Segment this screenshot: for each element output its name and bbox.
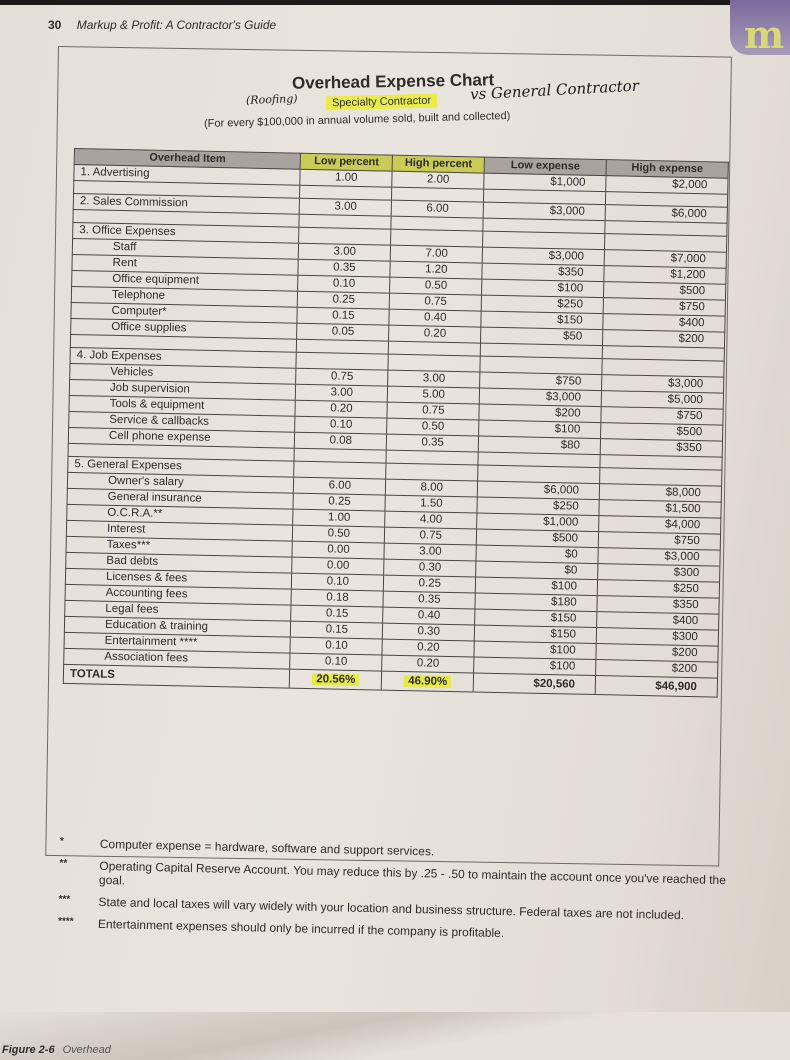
item-label: 3. Office Expenses xyxy=(73,222,300,243)
item-label: O.C.R.A.** xyxy=(67,504,294,525)
low-pct-cell: 3.00 xyxy=(296,384,388,402)
high-exp-cell: $350 xyxy=(600,439,722,458)
item-label: 5. General Expenses xyxy=(68,456,295,477)
item-label: Licenses & fees xyxy=(65,568,292,589)
low-exp-cell: $350 xyxy=(482,263,604,282)
col-header-high-expense: High expense xyxy=(606,160,728,179)
low-exp-cell: $100 xyxy=(479,420,601,439)
low-pct-cell xyxy=(296,352,388,370)
low-exp-cell: $150 xyxy=(474,625,596,644)
high-pct-cell: 6.00 xyxy=(391,200,483,218)
high-pct-cell: 0.75 xyxy=(385,527,477,545)
totals-low-expense: $20,560 xyxy=(473,673,595,695)
footnotes xyxy=(58,836,750,954)
high-pct-cell: 0.20 xyxy=(382,639,474,657)
top-edge xyxy=(0,0,790,5)
item-label: Bad debts xyxy=(66,552,293,573)
high-pct-cell: 0.20 xyxy=(389,325,481,343)
high-pct-cell: 0.30 xyxy=(384,559,476,577)
low-exp-cell: $750 xyxy=(480,372,602,391)
high-exp-cell: $5,000 xyxy=(601,391,723,410)
high-exp-cell: $3,000 xyxy=(598,548,720,567)
high-exp-cell: $300 xyxy=(596,628,718,647)
low-exp-cell: $100 xyxy=(474,657,596,676)
book-title: Markup & Profit: A Contractor's Guide xyxy=(76,18,277,32)
low-exp-cell: $0 xyxy=(476,545,598,564)
low-exp-cell: $250 xyxy=(477,497,599,516)
low-pct-cell: 3.00 xyxy=(299,243,391,261)
low-pct-cell: 0.10 xyxy=(298,275,390,293)
item-label: Entertainment **** xyxy=(64,632,291,653)
low-pct-cell: 1.00 xyxy=(300,169,392,187)
figure-caption: Figure 2-6 Overhead xyxy=(2,1044,111,1056)
high-pct-cell: 7.00 xyxy=(391,245,483,263)
low-pct-cell: 0.10 xyxy=(290,637,382,655)
high-pct-cell: 0.40 xyxy=(383,607,475,625)
high-exp-cell: $1,200 xyxy=(604,266,726,285)
high-exp-cell: $3,000 xyxy=(602,375,724,394)
low-pct-cell: 0.08 xyxy=(295,432,387,450)
handwritten-note-roofing: (Roofing) xyxy=(245,92,298,107)
corner-text: m xyxy=(744,12,785,55)
item-label: Education & training xyxy=(64,616,291,637)
footnote: *** State and local taxes will vary widely with your location and business structure. Federal taxes are not included. xyxy=(58,893,685,923)
high-pct-cell: 8.00 xyxy=(386,479,478,497)
item-label: Service & callbacks xyxy=(69,411,296,432)
high-pct-cell xyxy=(386,463,478,481)
low-exp-cell: $3,000 xyxy=(483,202,605,221)
table-body xyxy=(64,165,728,679)
item-label: Owner's salary xyxy=(67,472,294,493)
low-exp-cell: $250 xyxy=(481,295,603,314)
low-pct-cell: 0.25 xyxy=(293,493,385,511)
high-pct-cell: 3.00 xyxy=(388,370,480,388)
low-pct-cell: 1.00 xyxy=(293,509,385,527)
high-exp-cell: $750 xyxy=(601,407,723,426)
page-number: 30 xyxy=(48,18,62,32)
high-exp-cell: $350 xyxy=(597,596,719,615)
low-pct-cell: 0.15 xyxy=(291,621,383,639)
expense-table xyxy=(63,148,734,698)
item-label: Accounting fees xyxy=(65,584,292,605)
high-pct-cell: 1.50 xyxy=(385,495,477,513)
totals-high-percent: 46.90% xyxy=(382,671,474,692)
high-exp-cell: $400 xyxy=(597,612,719,631)
low-pct-cell: 6.00 xyxy=(294,477,386,495)
low-exp-cell: $100 xyxy=(474,641,596,660)
high-pct-cell xyxy=(388,354,480,372)
highlighted-label: Specialty Contractor xyxy=(326,94,437,111)
low-pct-cell: 0.25 xyxy=(298,291,390,309)
item-label: Telephone xyxy=(71,286,298,307)
item-label: Taxes*** xyxy=(66,536,293,557)
low-pct-cell: 0.00 xyxy=(292,557,384,575)
low-pct-cell: 0.10 xyxy=(295,416,387,434)
high-pct-cell: 0.75 xyxy=(390,293,482,311)
low-exp-cell: $6,000 xyxy=(478,481,600,500)
handwritten-note-general: vs General Contractor xyxy=(469,76,640,104)
item-label: Association fees xyxy=(64,648,291,669)
high-pct-cell: 0.20 xyxy=(382,655,474,673)
high-pct-cell: 1.20 xyxy=(390,261,482,279)
background-object xyxy=(730,0,790,55)
high-exp-cell: $2,000 xyxy=(606,176,728,195)
low-pct-cell xyxy=(294,461,386,479)
high-pct-cell: 0.30 xyxy=(383,623,475,641)
low-pct-cell: 0.50 xyxy=(293,525,385,543)
col-header-low-percent: Low percent xyxy=(300,153,392,171)
low-pct-cell: 0.15 xyxy=(297,307,389,325)
low-pct-cell: 0.00 xyxy=(292,541,384,559)
high-exp-cell: $200 xyxy=(603,330,725,349)
footnote: **** Entertainment expenses should only be incurred if the company is profitable. xyxy=(57,915,505,941)
high-exp-cell: $400 xyxy=(603,314,725,333)
item-label: Office equipment xyxy=(72,270,299,291)
high-pct-cell: 0.40 xyxy=(389,309,481,327)
item-label: Vehicles xyxy=(70,363,297,384)
chart-title: Overhead Expense Chart xyxy=(291,70,495,93)
page-fold-shadow xyxy=(0,1012,790,1060)
high-exp-cell: $6,000 xyxy=(605,205,727,224)
low-pct-cell: 0.20 xyxy=(295,400,387,418)
high-pct-cell xyxy=(391,229,483,247)
footnote: * Computer expense = hardware, software and support services. xyxy=(59,836,435,859)
low-exp-cell: $1,000 xyxy=(484,173,606,192)
low-exp-cell: $3,000 xyxy=(482,247,604,266)
item-label: Office supplies xyxy=(71,318,298,339)
item-label: Cell phone expense xyxy=(68,427,295,448)
col-header-high-percent: High percent xyxy=(392,155,484,173)
low-pct-cell: 0.15 xyxy=(291,605,383,623)
chart-subtitle: (For every $100,000 in annual volume sold, built and collected) xyxy=(203,109,511,131)
item-label: Legal fees xyxy=(65,600,292,621)
low-pct-cell: 0.35 xyxy=(298,259,390,277)
high-exp-cell: $7,000 xyxy=(604,250,726,269)
high-exp-cell: $750 xyxy=(603,298,725,317)
high-exp-cell: $750 xyxy=(598,532,720,551)
item-label: General insurance xyxy=(67,488,294,509)
item-label: 4. Job Expenses xyxy=(70,347,297,368)
high-pct-cell: 0.50 xyxy=(390,277,482,295)
item-label: Computer* xyxy=(71,302,298,323)
page-header xyxy=(48,18,276,32)
low-exp-cell: $150 xyxy=(481,311,603,330)
low-exp-cell: $500 xyxy=(477,529,599,548)
high-exp-cell: $300 xyxy=(598,564,720,583)
item-label: Tools & equipment xyxy=(69,395,296,416)
low-exp-cell: $180 xyxy=(475,593,597,612)
col-header-item: Overhead Item xyxy=(74,149,301,170)
low-exp-cell: $50 xyxy=(481,327,603,346)
low-pct-cell: 3.00 xyxy=(300,198,392,216)
high-pct-cell: 0.25 xyxy=(384,575,476,593)
item-label: 1. Advertising xyxy=(74,165,301,186)
footnote: ** Operating Capital Reserve Account. You may reduce this by .25 - .50 to maintain the account once you've reached the goal. xyxy=(59,857,727,888)
low-pct-cell: 0.05 xyxy=(297,323,389,341)
low-exp-cell: $100 xyxy=(476,577,598,596)
low-pct-cell: 0.18 xyxy=(291,589,383,607)
high-exp-cell: $1,500 xyxy=(599,500,721,519)
low-exp-cell: $150 xyxy=(475,609,597,628)
high-pct-cell: 0.75 xyxy=(387,402,479,420)
high-exp-cell: $8,000 xyxy=(599,484,721,503)
high-exp-cell: $500 xyxy=(604,282,726,301)
high-exp-cell: $4,000 xyxy=(599,516,721,535)
low-exp-cell: $80 xyxy=(478,436,600,455)
low-pct-cell xyxy=(299,227,391,245)
item-label: Job supervision xyxy=(69,379,296,400)
item-label: Interest xyxy=(66,520,293,541)
item-label: Staff xyxy=(72,238,299,259)
low-exp-cell: $0 xyxy=(476,561,598,580)
low-exp-cell: $100 xyxy=(482,279,604,298)
item-label: Rent xyxy=(72,254,299,275)
totals-low-percent: 20.56% xyxy=(290,669,382,690)
low-pct-cell: 0.10 xyxy=(292,573,384,591)
low-exp-cell: $3,000 xyxy=(479,388,601,407)
high-exp-cell: $500 xyxy=(601,423,723,442)
high-exp-cell: $200 xyxy=(596,660,718,679)
high-pct-cell: 4.00 xyxy=(385,511,477,529)
low-pct-cell: 0.75 xyxy=(296,368,388,386)
totals-label: TOTALS xyxy=(63,664,290,688)
high-pct-cell: 0.50 xyxy=(387,418,479,436)
high-exp-cell: $200 xyxy=(596,644,718,663)
high-pct-cell: 0.35 xyxy=(383,591,475,609)
high-pct-cell: 3.00 xyxy=(384,543,476,561)
low-pct-cell: 0.10 xyxy=(290,653,382,671)
low-exp-cell: $200 xyxy=(479,404,601,423)
high-pct-cell: 5.00 xyxy=(388,386,480,404)
low-exp-cell: $1,000 xyxy=(477,513,599,532)
item-label: 2. Sales Commission xyxy=(73,194,300,215)
high-pct-cell: 2.00 xyxy=(392,171,484,189)
high-exp-cell: $250 xyxy=(597,580,719,599)
col-header-low-expense: Low expense xyxy=(484,157,606,176)
high-pct-cell: 0.35 xyxy=(387,434,479,452)
totals-high-expense: $46,900 xyxy=(595,676,717,698)
